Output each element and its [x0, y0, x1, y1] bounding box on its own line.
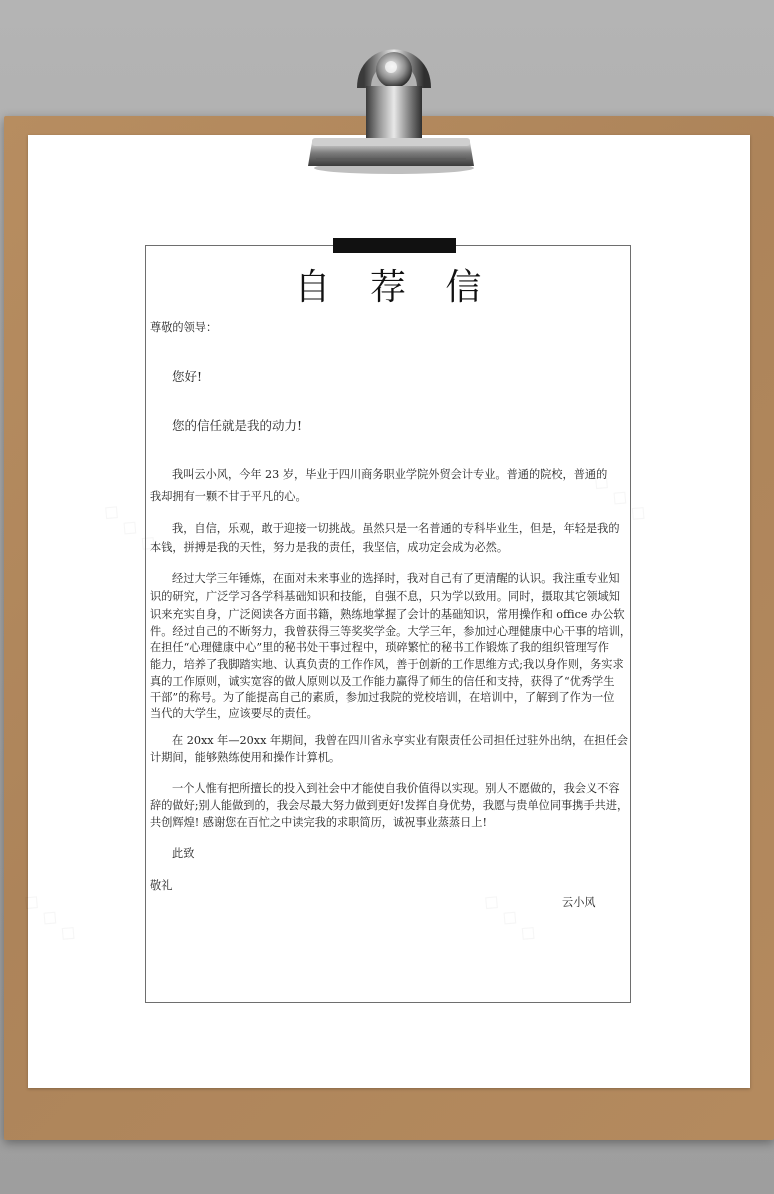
letter-title: 自 荐 信	[294, 267, 496, 308]
body-line: 共创辉煌! 感谢您在百忙之中读完我的求职简历，诚祝事业蒸蒸日上!	[150, 816, 487, 829]
body-line: 在 20xx 年—20xx 年期间，我曾在四川省永亨实业有限责任公司担任过驻外出纳，在担任会	[172, 734, 628, 747]
body-line: 识来充实自身，广泛阅读各方面书籍，熟练地掌握了会计的基础知识，常用操作和 office 办公软	[150, 608, 625, 621]
signature: 云小风	[562, 896, 596, 909]
body-line: 识的研究，广泛学习各学科基础知识和技能，自强不息，只为学以致用。同时，摄取其它领域知	[150, 590, 620, 603]
body-line: 当代的大学生，应该要尽的责任。	[150, 707, 318, 720]
body-line: 能力，培养了我脚踏实地、认真负责的工作作风，善于创新的工作思维方式;我以身作则，务实求	[150, 658, 624, 671]
body-line: 辞的做好;别人能做到的，我会尽最大努力做到更好!发挥自身优势，我愿与贵单位同事携手共进，	[150, 799, 629, 812]
body-line: 我叫云小风，今年 23 岁，毕业于四川商务职业学院外贸会计专业。普通的院校，普通的	[172, 468, 608, 481]
motto: 您的信任就是我的动力!	[172, 418, 303, 433]
body-line: 干部”的称号。为了能提高自己的素质，参加过我院的党校培训，在培训中，了解到了作为一位	[150, 691, 615, 704]
title-accent-bar	[333, 238, 456, 253]
body-line: 在担任“心理健康中心”里的秘书处干事过程中，琐碎繁忙的秘书工作锻炼了我的组织管理写作	[150, 641, 609, 654]
body-line: 我却拥有一颗不甘于平凡的心。	[150, 490, 307, 503]
body-line: 经过大学三年锤炼，在面对未来事业的选择时，我对自己有了更清醒的认识。我注重专业知	[172, 572, 620, 585]
body-line: 计期间，能够熟练使用和操作计算机。	[150, 751, 341, 764]
watermark	[18, 887, 84, 948]
body-line: 一个人惟有把所擅长的投入到社会中才能使自我价值得以实现。别人不愿做的，我会义不容	[172, 782, 620, 795]
closing: 此致	[172, 847, 195, 860]
body-line: 本钱，拼搏是我的天性，努力是我的责任，我坚信，成功定会成为必然。	[150, 541, 509, 554]
regards: 敬礼	[150, 879, 173, 892]
body-line: 真的工作原则，诚实宽容的做人原则以及工作能力赢得了师生的信任和支持，获得了“优秀学生	[150, 675, 615, 688]
greeting: 您好!	[172, 369, 203, 384]
body-line: 我，自信，乐观，敢于迎接一切挑战。虽然只是一名普通的专科毕业生，但是，年轻是我的	[172, 522, 620, 535]
binder-clip-icon	[306, 26, 476, 176]
salutation: 尊敬的领导：	[150, 321, 218, 334]
body-line: 件。经过自己的不断努力，我曾获得三等奖奖学金。大学三年，参加过心理健康中心干事的培训，	[150, 625, 632, 638]
